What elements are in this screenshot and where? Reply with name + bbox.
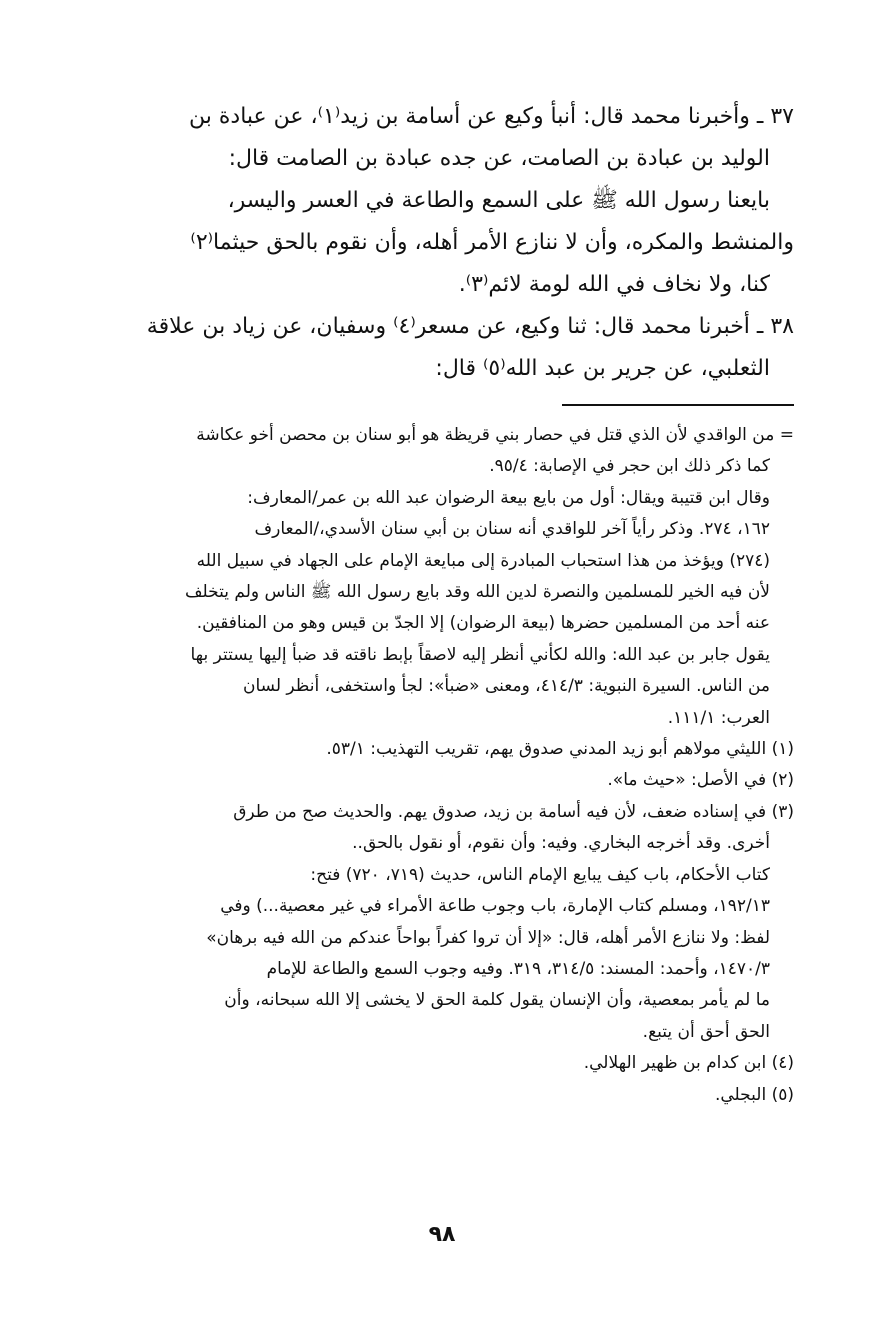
footnote-line-1: = من الواقدي لأن الذي قتل في حصار بني قريظة هو أبو سنان بن محصن أخو عكاشة (196, 425, 794, 445)
main-line-6: ٣٨ ـ أخبرنا محمد قال: ثنا وكيع، عن مسعر⁽٤⁾ وسفيان، عن زياد بن علاقة (146, 314, 794, 339)
footnote-line-21: (٤) ابن كدام بن ظهير الهلالي. (583, 1053, 794, 1074)
main-line-1: ٣٧ ـ وأخبرنا محمد قال: أنبأ وكيع عن أسامة بن زيد⁽١⁾، عن عبادة بن (189, 104, 794, 129)
footnote-line-12: (٢) في الأصل: «حيث ما». (607, 770, 794, 791)
main-line-5: كنا، ولا نخاف في الله لومة لائم⁽٣⁾. (458, 272, 770, 297)
footnote-line-22: (٥) البجلي. (714, 1084, 794, 1105)
footnote-line-20: الحق أحق أن يتبع. (642, 1021, 770, 1042)
footnote-line-10: العرب: ١١١/١. (667, 707, 770, 728)
main-line-4: والمنشط والمكره، وأن لا ننازع الأمر أهله، وأن نقوم بالحق حيثما⁽٢⁾ (190, 230, 794, 255)
footnote-separator (562, 404, 794, 406)
footnote-line-16: ١٩٢/١٣، ومسلم كتاب الإمارة، باب وجوب طاعة الأمراء في غير معصية...) وفي (220, 896, 770, 917)
footnote-line-8: يقول جابر بن عبد الله: والله لكأني أنظر إليه لاصقاً بإبط ناقته قد ضبأ إليها يستتر بها (190, 644, 770, 665)
footnote-line-7: عنه أحد من المسلمين حضرها (بيعة الرضوان) إلا الجدّ بن قيس وهو من المنافقين. (196, 613, 770, 634)
footnote-line-3: وقال ابن قتيبة ويقال: أول من بايع بيعة الرضوان عبد الله بن عمر/المعارف: (247, 487, 770, 508)
footnote-line-6: لأن فيه الخير للمسلمين والنصرة لدين الله وقد بايع رسول الله ﷺ الناس ولم يتخلف (184, 582, 770, 603)
footnote-line-2: كما ذكر ذلك ابن حجر في الإصابة: ٩٥/٤. (489, 456, 770, 477)
footnote-line-5: (٢٧٤) ويؤخذ من هذا استحباب المبادرة إلى مبايعة الإمام على الجهاد في سبيل الله (196, 550, 770, 571)
footnotes (94, 420, 794, 1111)
footnote-line-19: ما لم يأمر بمعصية، وأن الإنسان يقول كلمة الحق لا يخشى إلا الله سبحانه، وأن (224, 990, 770, 1011)
footnote-line-9: من الناس. السيرة النبوية: ٤١٤/٣، ومعنى «ضبأ»: لجأ واستخفى، أنظر لسان (243, 676, 770, 697)
main-line-2: الوليد بن عبادة بن الصامت، عن جده عبادة بن الصامت قال: (228, 146, 770, 171)
main-line-7: الثعلبي، عن جرير بن عبد الله⁽٥⁾ قال: (435, 356, 770, 381)
footnote-line-14: أخرى. وقد أخرجه البخاري. وفيه: وأن نقوم، أو نقول بالحق.. (352, 833, 770, 854)
footnote-line-4: ١٦٢، ٢٧٤. وذكر رأياً آخر للواقدي أنه سنان بن أبي سنان الأسدي،/المعارف (254, 519, 770, 540)
main-line-3: بايعنا رسول الله ﷺ على السمع والطاعة في العسر واليسر، (227, 188, 770, 213)
page-number: ٩٨ (428, 1222, 456, 1247)
footnote-line-11: (١) الليثي مولاهم أبو زيد المدني صدوق يهم، تقريب التهذيب: ٥٣/١. (326, 739, 794, 760)
footnote-line-13: (٣) في إسناده ضعف، لأن فيه أسامة بن زيد، صدوق يهم. والحديث صح من طرق (233, 801, 794, 822)
main-text (94, 96, 794, 390)
footnote-line-15: كتاب الأحكام، باب كيف يبايع الإمام الناس، حديث (٧١٩، ٧٢٠) فتح: (310, 864, 770, 885)
footnote-line-17: لفظ: ولا ننازع الأمر أهله، قال: «إلا أن تروا كفراً بواحاً عندكم من الله فيه برهان» (206, 927, 770, 948)
footnote-line-18: ١٤٧٠/٣، وأحمد: المسند: ٣١٤/٥، ٣١٩. وفيه وجوب السمع والطاعة للإمام (266, 958, 770, 979)
